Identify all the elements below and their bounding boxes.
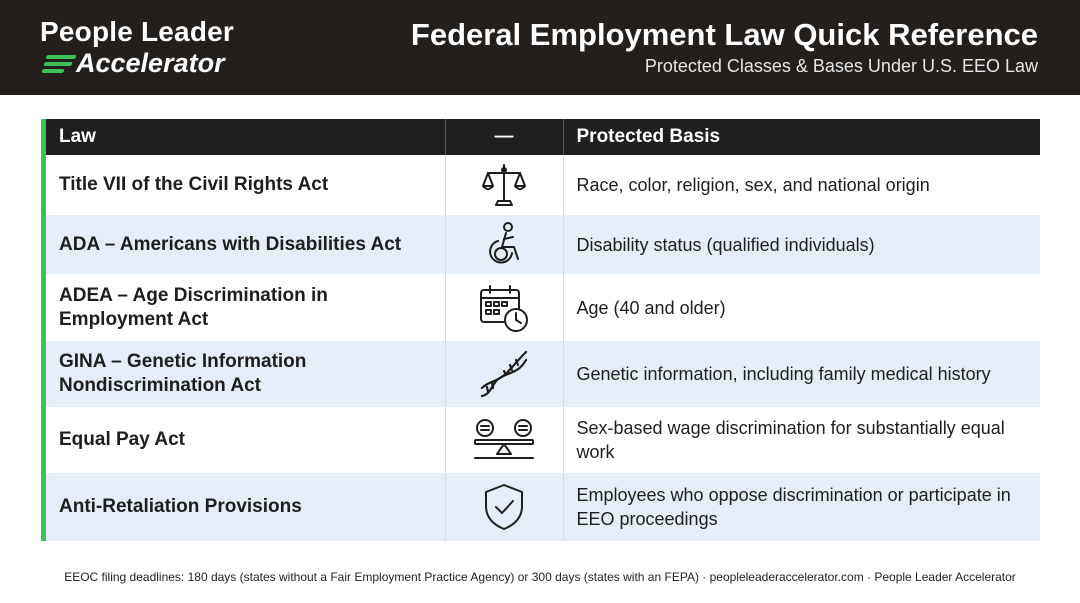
dna-helix-icon xyxy=(478,348,530,400)
row-icon-cell xyxy=(445,274,563,341)
protected-basis: Employees who oppose discrimination or participate in EEO proceedings xyxy=(576,485,1011,529)
row-icon-cell xyxy=(445,341,563,407)
protected-basis: Sex-based wage discrimination for substantially equal work xyxy=(576,418,1005,462)
table-row xyxy=(46,473,1040,541)
protected-basis: Race, color, religion, sex, and national origin xyxy=(576,175,930,195)
balance-equal-icon xyxy=(473,416,535,464)
brand-name-line2-text: Accelerator xyxy=(76,48,225,78)
law-name: Equal Pay Act xyxy=(46,407,445,473)
law-name: GINA – Genetic Information Nondiscrimination Act xyxy=(46,341,445,407)
law-reference-table xyxy=(41,119,1040,541)
column-header-icon: — xyxy=(445,119,563,155)
shield-check-icon xyxy=(481,482,527,532)
table-row xyxy=(46,155,1040,215)
table-row xyxy=(46,407,1040,473)
table-row xyxy=(46,215,1040,274)
brand-logo xyxy=(40,16,234,78)
law-name: Title VII of the Civil Rights Act xyxy=(46,155,445,215)
brand-name-line1: People Leader xyxy=(40,16,235,47)
calendar-clock-icon xyxy=(478,282,530,334)
row-icon-cell xyxy=(445,155,563,215)
table-header-row xyxy=(46,119,1040,155)
law-name: ADEA – Age Discrimination in Employment Act xyxy=(46,274,445,341)
speed-lines-icon xyxy=(42,55,74,73)
row-icon-cell xyxy=(445,407,563,473)
brand-name-line2 xyxy=(40,48,234,78)
protected-basis: Disability status (qualified individuals) xyxy=(576,234,875,255)
row-icon-cell xyxy=(445,473,563,541)
law-name: Anti-Retaliation Provisions xyxy=(46,473,445,541)
table-row xyxy=(46,274,1040,341)
column-header-protected-basis: Protected Basis xyxy=(576,126,721,147)
page-subtitle: Protected Classes & Bases Under U.S. EEO Law xyxy=(644,56,1038,76)
row-icon-cell xyxy=(445,215,563,274)
scales-of-justice-icon xyxy=(480,161,528,209)
protected-basis: Genetic information, including family medical history xyxy=(576,364,991,384)
law-name: ADA – Americans with Disabilities Act xyxy=(46,215,445,274)
table-row xyxy=(46,341,1040,407)
column-header-law: Law xyxy=(46,119,445,155)
footer-note: EEOC filing deadlines: 180 days (states without a Fair Employment Practice Agency) or 300 days (states with an FEPA) · peopleleaderaccelerator.com · People Leader Accelerator xyxy=(64,570,1016,584)
protected-basis: Age (40 and older) xyxy=(576,297,726,318)
header-banner xyxy=(0,0,1080,95)
title-block xyxy=(411,16,1038,78)
wheelchair-accessibility-icon xyxy=(480,221,528,269)
page-title: Federal Employment Law Quick Reference xyxy=(410,17,1038,52)
